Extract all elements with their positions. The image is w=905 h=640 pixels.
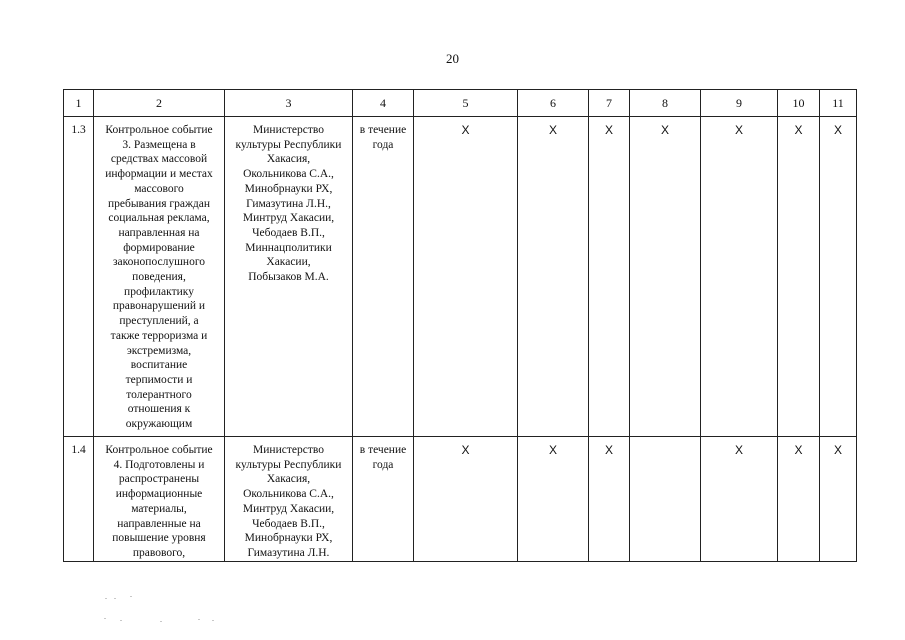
column-header: 7: [589, 90, 630, 117]
mark-cell: X: [778, 437, 820, 562]
row-number: 1.3: [64, 117, 94, 437]
table-row: [64, 117, 857, 437]
mark-cell: X: [518, 117, 589, 437]
row-number: 1.4: [64, 437, 94, 562]
mark-cell: X: [518, 437, 589, 562]
period: в течение года: [353, 437, 414, 562]
mark-cell: X: [701, 117, 778, 437]
mark-cell: X: [701, 437, 778, 562]
event-description: Контрольное событие 4. Подготовлены и распространены информационные материалы, направленные на повышение уровня правового,: [94, 437, 225, 562]
column-header: 11: [820, 90, 857, 117]
mark-cell: X: [589, 437, 630, 562]
mark-cell: X: [630, 117, 701, 437]
mark-cell: X: [820, 437, 857, 562]
column-header: 9: [701, 90, 778, 117]
column-header: 10: [778, 90, 820, 117]
plan-table: [63, 89, 857, 562]
column-header: 2: [94, 90, 225, 117]
column-header: 8: [630, 90, 701, 117]
mark-cell: X: [589, 117, 630, 437]
mark-cell: X: [820, 117, 857, 437]
column-header: 4: [353, 90, 414, 117]
column-header: 3: [225, 90, 353, 117]
table-header-row: [64, 90, 857, 117]
executors: Министерство культуры Республики Хакасия, Окольникова С.А., Минобрнауки РХ, Гимазутина Л.Н., Минтруд Хакасии, Чебодаев В.П., Миннацполитики Хакасии, Побызаков М.А.: [225, 117, 353, 437]
period: в течение года: [353, 117, 414, 437]
mark-cell: [630, 437, 701, 562]
page-number: 20: [446, 51, 459, 66]
column-header: 5: [414, 90, 518, 117]
executors: Министерство культуры Республики Хакасия, Окольникова С.А., Минтруд Хакасии, Чебодаев В.П., Минобрнауки РХ, Гимазутина Л.Н.: [225, 437, 353, 562]
scan-artifacts: [100, 590, 240, 630]
event-description: Контрольное событие 3. Размещена в средствах массовой информации и местах массового пребывания граждан социальная реклама, направленная на формирование законопослушного поведения, профилактику правонарушений и преступлений, а также терроризма и экстремизма, воспитание терпимости и толерантного отношения к окружающим: [94, 117, 225, 437]
column-header: 6: [518, 90, 589, 117]
mark-cell: X: [778, 117, 820, 437]
column-header: 1: [64, 90, 94, 117]
mark-cell: X: [414, 117, 518, 437]
table-row: [64, 437, 857, 562]
mark-cell: X: [414, 437, 518, 562]
